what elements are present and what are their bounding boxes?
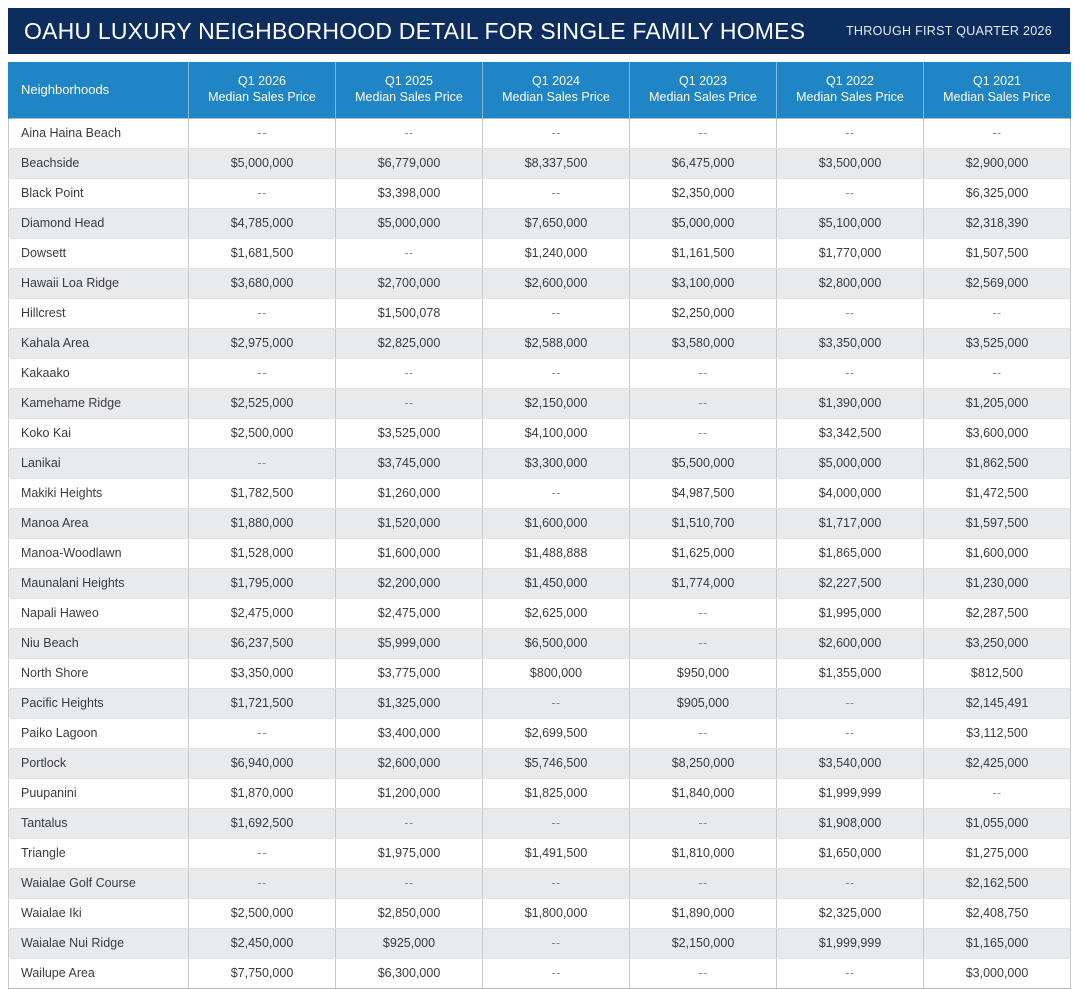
column-header-q1-2024-metric: Median Sales Price (502, 89, 610, 104)
median-price-cell: $5,000,000 (630, 208, 777, 238)
median-price-cell: $6,325,000 (924, 178, 1071, 208)
median-price-cell: $3,400,000 (336, 718, 483, 748)
median-price-cell: $6,237,500 (189, 628, 336, 658)
column-header-q1-2026[interactable] (189, 62, 336, 118)
median-price-cell: $2,500,000 (189, 898, 336, 928)
median-price-cell: $1,491,500 (483, 838, 630, 868)
median-price-cell: $4,987,500 (630, 478, 777, 508)
median-price-cell: $1,721,500 (189, 688, 336, 718)
column-header-q1-2023[interactable] (630, 62, 777, 118)
median-price-cell: $2,145,491 (924, 688, 1071, 718)
table-head (9, 62, 1071, 118)
median-price-cell: $2,200,000 (336, 568, 483, 598)
median-price-cell: $1,999,999 (777, 778, 924, 808)
neighborhood-name-cell: Portlock (9, 748, 189, 778)
median-price-cell: -- (336, 808, 483, 838)
median-price-cell: $1,260,000 (336, 478, 483, 508)
median-price-cell: $7,650,000 (483, 208, 630, 238)
median-price-cell: $1,450,000 (483, 568, 630, 598)
median-price-cell: $5,000,000 (336, 208, 483, 238)
table-row[interactable] (9, 358, 1071, 388)
table-row[interactable] (9, 538, 1071, 568)
median-price-cell: $4,785,000 (189, 208, 336, 238)
report-title-bar (8, 8, 1070, 54)
median-price-cell: $812,500 (924, 658, 1071, 688)
median-price-cell: $2,825,000 (336, 328, 483, 358)
table-row[interactable] (9, 658, 1071, 688)
median-price-cell: $1,999,999 (777, 928, 924, 958)
table-row[interactable] (9, 718, 1071, 748)
median-price-cell: -- (189, 868, 336, 898)
median-price-cell: $8,250,000 (630, 748, 777, 778)
median-price-cell: -- (777, 688, 924, 718)
median-price-cell: $1,597,500 (924, 508, 1071, 538)
neighborhood-name-cell: Tantalus (9, 808, 189, 838)
median-price-cell: $2,475,000 (336, 598, 483, 628)
median-price-cell: $1,625,000 (630, 538, 777, 568)
median-price-cell: $1,995,000 (777, 598, 924, 628)
median-price-cell: $8,337,500 (483, 148, 630, 178)
median-price-cell: $2,699,500 (483, 718, 630, 748)
table-row[interactable] (9, 388, 1071, 418)
median-price-cell: $1,908,000 (777, 808, 924, 838)
median-price-cell: $3,112,500 (924, 718, 1071, 748)
neighborhood-name-cell: North Shore (9, 658, 189, 688)
table-row[interactable] (9, 148, 1071, 178)
median-price-cell: -- (777, 358, 924, 388)
neighborhood-name-cell: Maunalani Heights (9, 568, 189, 598)
median-price-cell: $3,398,000 (336, 178, 483, 208)
median-price-cell: $2,408,750 (924, 898, 1071, 928)
neighborhood-name-cell: Dowsett (9, 238, 189, 268)
neighborhood-name-cell: Niu Beach (9, 628, 189, 658)
median-price-cell: $1,275,000 (924, 838, 1071, 868)
median-price-cell: $1,795,000 (189, 568, 336, 598)
median-price-cell: $1,600,000 (336, 538, 483, 568)
median-price-cell: $1,200,000 (336, 778, 483, 808)
median-price-cell: -- (189, 838, 336, 868)
median-price-cell: $1,774,000 (630, 568, 777, 598)
table-row[interactable] (9, 928, 1071, 958)
column-header-q1-2026-metric: Median Sales Price (208, 89, 316, 104)
median-price-cell: -- (924, 358, 1071, 388)
median-price-cell: -- (189, 178, 336, 208)
median-price-cell: $3,525,000 (336, 418, 483, 448)
median-price-cell: -- (777, 868, 924, 898)
median-price-cell: $1,390,000 (777, 388, 924, 418)
median-sales-price-table (8, 62, 1071, 989)
median-price-cell: $2,500,000 (189, 418, 336, 448)
median-price-cell: $925,000 (336, 928, 483, 958)
median-price-cell: $2,350,000 (630, 178, 777, 208)
column-header-q1-2025[interactable] (336, 62, 483, 118)
median-price-cell: $1,325,000 (336, 688, 483, 718)
table-row[interactable] (9, 268, 1071, 298)
median-price-cell: $6,500,000 (483, 628, 630, 658)
neighborhood-name-cell: Diamond Head (9, 208, 189, 238)
median-price-cell: -- (777, 718, 924, 748)
median-price-cell: -- (483, 178, 630, 208)
neighborhood-name-cell: Hawaii Loa Ridge (9, 268, 189, 298)
median-price-cell: $5,746,500 (483, 748, 630, 778)
median-price-cell: $2,250,000 (630, 298, 777, 328)
median-price-cell: -- (483, 118, 630, 148)
median-price-cell: -- (630, 358, 777, 388)
table-row[interactable] (9, 418, 1071, 448)
median-price-cell: $1,165,000 (924, 928, 1071, 958)
median-price-cell: $1,230,000 (924, 568, 1071, 598)
median-price-cell: -- (777, 118, 924, 148)
neighborhood-name-cell: Makiki Heights (9, 478, 189, 508)
median-price-cell: -- (630, 628, 777, 658)
median-price-cell: $1,770,000 (777, 238, 924, 268)
table-row[interactable] (9, 508, 1071, 538)
median-price-cell: $4,000,000 (777, 478, 924, 508)
table-row[interactable] (9, 688, 1071, 718)
median-price-cell: $2,600,000 (336, 748, 483, 778)
median-price-cell: -- (336, 118, 483, 148)
median-price-cell: -- (189, 118, 336, 148)
median-price-cell: $2,318,390 (924, 208, 1071, 238)
median-price-cell: $1,161,500 (630, 238, 777, 268)
table-row[interactable] (9, 628, 1071, 658)
column-header-q1-2022[interactable] (777, 62, 924, 118)
median-price-cell: $1,825,000 (483, 778, 630, 808)
report-period-label: THROUGH FIRST QUARTER 2026 (846, 24, 1052, 38)
median-price-cell: $3,250,000 (924, 628, 1071, 658)
median-price-cell: $6,300,000 (336, 958, 483, 988)
median-price-cell: $3,342,500 (777, 418, 924, 448)
median-price-cell: $1,717,000 (777, 508, 924, 538)
median-price-cell: $1,840,000 (630, 778, 777, 808)
table-header-row (9, 62, 1071, 118)
median-price-cell: $1,488,888 (483, 538, 630, 568)
median-price-cell: $2,850,000 (336, 898, 483, 928)
median-price-cell: $5,100,000 (777, 208, 924, 238)
median-price-cell: -- (189, 448, 336, 478)
table-row[interactable] (9, 598, 1071, 628)
table-row[interactable] (9, 898, 1071, 928)
median-price-cell: $6,940,000 (189, 748, 336, 778)
table-row[interactable] (9, 448, 1071, 478)
neighborhood-name-cell: Napali Haweo (9, 598, 189, 628)
median-price-cell: $5,000,000 (777, 448, 924, 478)
median-price-cell: -- (189, 358, 336, 388)
neighborhood-name-cell: Triangle (9, 838, 189, 868)
neighborhood-name-cell: Paiko Lagoon (9, 718, 189, 748)
neighborhood-name-cell: Waialae Golf Course (9, 868, 189, 898)
median-price-cell: -- (630, 718, 777, 748)
neighborhood-name-cell: Manoa Area (9, 508, 189, 538)
neighborhood-name-cell: Hillcrest (9, 298, 189, 328)
median-price-cell: -- (336, 388, 483, 418)
median-price-cell: -- (483, 478, 630, 508)
median-price-cell: $2,475,000 (189, 598, 336, 628)
median-price-cell: -- (777, 178, 924, 208)
median-price-cell: $1,692,500 (189, 808, 336, 838)
median-price-cell: $2,227,500 (777, 568, 924, 598)
median-price-cell: $1,865,000 (777, 538, 924, 568)
table-row[interactable] (9, 778, 1071, 808)
median-price-cell: $1,681,500 (189, 238, 336, 268)
median-price-cell: $1,880,000 (189, 508, 336, 538)
median-price-cell: -- (924, 778, 1071, 808)
median-price-cell: $905,000 (630, 688, 777, 718)
median-price-cell: $1,782,500 (189, 478, 336, 508)
median-price-cell: $3,100,000 (630, 268, 777, 298)
median-price-cell: -- (336, 868, 483, 898)
page-title: OAHU LUXURY NEIGHBORHOOD DETAIL FOR SINGLE FAMILY HOMES (24, 17, 806, 44)
median-price-cell: $2,425,000 (924, 748, 1071, 778)
neighborhood-name-cell: Black Point (9, 178, 189, 208)
table-row[interactable] (9, 868, 1071, 898)
median-price-cell: $7,750,000 (189, 958, 336, 988)
median-price-cell: $2,625,000 (483, 598, 630, 628)
median-price-cell: $1,862,500 (924, 448, 1071, 478)
median-price-cell: $2,162,500 (924, 868, 1071, 898)
table-row[interactable] (9, 838, 1071, 868)
median-price-cell: -- (336, 238, 483, 268)
median-price-cell: -- (777, 958, 924, 988)
median-price-cell: $2,150,000 (630, 928, 777, 958)
median-price-cell: $2,450,000 (189, 928, 336, 958)
median-price-cell: $1,507,500 (924, 238, 1071, 268)
table-row[interactable] (9, 478, 1071, 508)
column-header-q1-2021-metric: Median Sales Price (943, 89, 1051, 104)
median-price-cell: $1,510,700 (630, 508, 777, 538)
column-header-q1-2025-period: Q1 2025 (385, 74, 433, 89)
median-price-cell: $1,800,000 (483, 898, 630, 928)
median-price-cell: -- (483, 958, 630, 988)
column-header-q1-2023-period: Q1 2023 (679, 74, 727, 89)
column-header-q1-2022-period: Q1 2022 (826, 74, 874, 89)
median-price-cell: $3,540,000 (777, 748, 924, 778)
median-price-cell: $2,569,000 (924, 268, 1071, 298)
table-row[interactable] (9, 178, 1071, 208)
column-header-q1-2024[interactable] (483, 62, 630, 118)
median-price-cell: -- (483, 928, 630, 958)
neighborhood-name-cell: Aina Haina Beach (9, 118, 189, 148)
median-price-cell: -- (483, 298, 630, 328)
median-price-cell: $3,500,000 (777, 148, 924, 178)
column-header-q1-2024-period: Q1 2024 (532, 74, 580, 89)
median-price-cell: $1,055,000 (924, 808, 1071, 838)
median-price-cell: $2,525,000 (189, 388, 336, 418)
neighborhood-name-cell: Waialae Iki (9, 898, 189, 928)
median-price-cell: $1,528,000 (189, 538, 336, 568)
median-price-cell: -- (777, 298, 924, 328)
median-price-cell: $6,779,000 (336, 148, 483, 178)
column-header-q1-2022-metric: Median Sales Price (796, 89, 904, 104)
table-row[interactable] (9, 748, 1071, 778)
median-price-cell: $800,000 (483, 658, 630, 688)
neighborhood-name-cell: Kamehame Ridge (9, 388, 189, 418)
column-header-q1-2021-period: Q1 2021 (973, 74, 1021, 89)
median-price-cell: -- (483, 868, 630, 898)
median-price-cell: $5,000,000 (189, 148, 336, 178)
median-price-cell: $2,700,000 (336, 268, 483, 298)
median-price-cell: $3,580,000 (630, 328, 777, 358)
median-price-cell: $6,475,000 (630, 148, 777, 178)
median-price-cell: $2,975,000 (189, 328, 336, 358)
column-header-q1-2023-metric: Median Sales Price (649, 89, 757, 104)
median-price-cell: $1,600,000 (483, 508, 630, 538)
table-row[interactable] (9, 808, 1071, 838)
median-price-cell: $3,680,000 (189, 268, 336, 298)
median-price-cell: -- (483, 358, 630, 388)
table-body (9, 118, 1071, 988)
median-price-cell: -- (630, 118, 777, 148)
neighborhood-name-cell: Wailupe Area (9, 958, 189, 988)
median-price-cell: $1,650,000 (777, 838, 924, 868)
median-price-cell: $5,999,000 (336, 628, 483, 658)
median-price-cell: -- (630, 388, 777, 418)
table-row[interactable] (9, 328, 1071, 358)
median-price-cell: $2,800,000 (777, 268, 924, 298)
median-price-cell: $1,355,000 (777, 658, 924, 688)
table-row[interactable] (9, 568, 1071, 598)
median-price-cell: $2,325,000 (777, 898, 924, 928)
median-price-cell: -- (630, 808, 777, 838)
neighborhood-name-cell: Manoa-Woodlawn (9, 538, 189, 568)
column-header-q1-2025-metric: Median Sales Price (355, 89, 463, 104)
median-price-cell: -- (924, 118, 1071, 148)
median-price-cell: $3,600,000 (924, 418, 1071, 448)
neighborhood-name-cell: Puupanini (9, 778, 189, 808)
median-price-cell: $2,287,500 (924, 598, 1071, 628)
median-price-cell: $1,240,000 (483, 238, 630, 268)
neighborhood-name-cell: Waialae Nui Ridge (9, 928, 189, 958)
neighborhood-name-cell: Koko Kai (9, 418, 189, 448)
neighborhood-name-cell: Kakaako (9, 358, 189, 388)
median-price-cell: $2,600,000 (483, 268, 630, 298)
median-price-cell: $1,500,078 (336, 298, 483, 328)
table-row[interactable] (9, 298, 1071, 328)
column-header-q1-2021[interactable] (924, 62, 1071, 118)
median-price-cell: -- (630, 598, 777, 628)
column-header-q1-2026-period: Q1 2026 (238, 74, 286, 89)
median-price-cell: $3,775,000 (336, 658, 483, 688)
median-price-cell: -- (483, 808, 630, 838)
neighborhood-name-cell: Lanikai (9, 448, 189, 478)
median-price-cell: $3,000,000 (924, 958, 1071, 988)
median-price-cell: -- (483, 688, 630, 718)
median-price-cell: -- (630, 418, 777, 448)
median-price-cell: -- (924, 298, 1071, 328)
median-price-cell: -- (630, 868, 777, 898)
table-row[interactable] (9, 208, 1071, 238)
table-row[interactable] (9, 238, 1071, 268)
median-price-cell: $1,870,000 (189, 778, 336, 808)
median-price-cell: $1,890,000 (630, 898, 777, 928)
median-price-cell: -- (336, 358, 483, 388)
median-price-cell: $1,810,000 (630, 838, 777, 868)
median-price-cell: -- (630, 958, 777, 988)
table-container (8, 62, 1070, 989)
column-header-neighborhoods[interactable]: Neighborhoods (9, 62, 189, 118)
median-price-cell: $1,205,000 (924, 388, 1071, 418)
table-row[interactable] (9, 958, 1071, 988)
median-price-cell: $2,600,000 (777, 628, 924, 658)
neighborhood-name-cell: Kahala Area (9, 328, 189, 358)
neighborhood-name-cell: Beachside (9, 148, 189, 178)
median-price-cell: $950,000 (630, 658, 777, 688)
median-price-cell: $1,975,000 (336, 838, 483, 868)
median-price-cell: $1,472,500 (924, 478, 1071, 508)
table-row[interactable] (9, 118, 1071, 148)
median-price-cell: $2,588,000 (483, 328, 630, 358)
median-price-cell: $5,500,000 (630, 448, 777, 478)
median-price-cell: $3,525,000 (924, 328, 1071, 358)
median-price-cell: $1,520,000 (336, 508, 483, 538)
median-price-cell: -- (189, 718, 336, 748)
median-price-cell: $2,150,000 (483, 388, 630, 418)
median-price-cell: $3,745,000 (336, 448, 483, 478)
median-price-cell: $3,350,000 (777, 328, 924, 358)
median-price-cell: $4,100,000 (483, 418, 630, 448)
median-price-cell: $1,600,000 (924, 538, 1071, 568)
median-price-cell: -- (189, 298, 336, 328)
neighborhood-name-cell: Pacific Heights (9, 688, 189, 718)
median-price-cell: $3,300,000 (483, 448, 630, 478)
median-price-cell: $2,900,000 (924, 148, 1071, 178)
median-price-cell: $3,350,000 (189, 658, 336, 688)
